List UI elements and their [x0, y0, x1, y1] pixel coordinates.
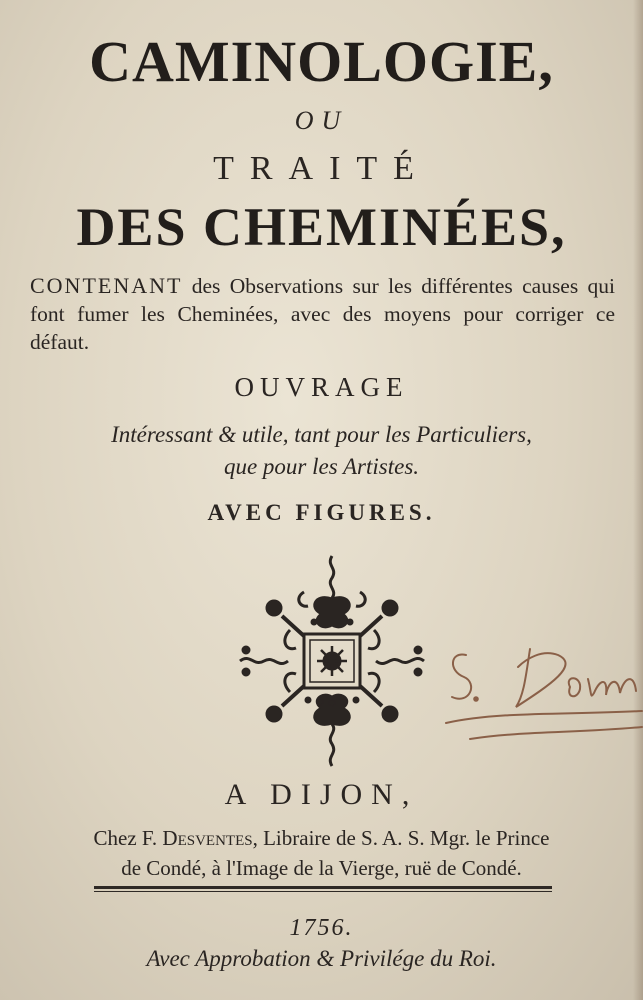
imprint-publisher-line: [0, 826, 643, 851]
imprint-address-line: de Condé, à l'Image de la Vierge, ruë de Condé.: [121, 856, 522, 880]
description-text: des Observations sur les différentes causes qui font fumer les Cheminées, avec des moyens pour corriger ce défaut.: [30, 274, 615, 354]
interest-line-2: que pour les Artistes.: [223, 454, 420, 479]
description-paragraph: [30, 272, 615, 356]
imprint-chez: Chez F.: [93, 826, 163, 850]
description-lead: CONTENANT: [30, 273, 183, 298]
ouvrage-heading: OUVRAGE: [234, 372, 409, 402]
imprint-publisher-name: Desventes: [162, 826, 253, 850]
imprint-privilege: Avec Approbation & Privilége du Roi.: [146, 946, 497, 971]
handwritten-signature: [430, 615, 643, 750]
title-des-cheminees: DES CHEMINÉES,: [76, 197, 567, 257]
title-ou: OU: [294, 106, 349, 135]
interest-line-1: Intéressant & utile, tant pour les Particuliers,: [111, 422, 532, 447]
imprint-libraire: , Libraire de S. A. S. Mgr. le Prince: [252, 826, 550, 850]
title-caminologie: CAMINOLOGIE,: [89, 29, 554, 94]
title-traite: TRAITÉ: [213, 150, 430, 187]
imprint-city: A DIJON,: [224, 778, 419, 811]
avec-figures: AVEC FIGURES.: [207, 500, 436, 525]
double-rule-thin: [94, 891, 552, 892]
imprint-year: 1756.: [289, 915, 354, 941]
ornament-fleuron-icon: [234, 552, 430, 770]
double-rule-thick: [94, 886, 552, 889]
